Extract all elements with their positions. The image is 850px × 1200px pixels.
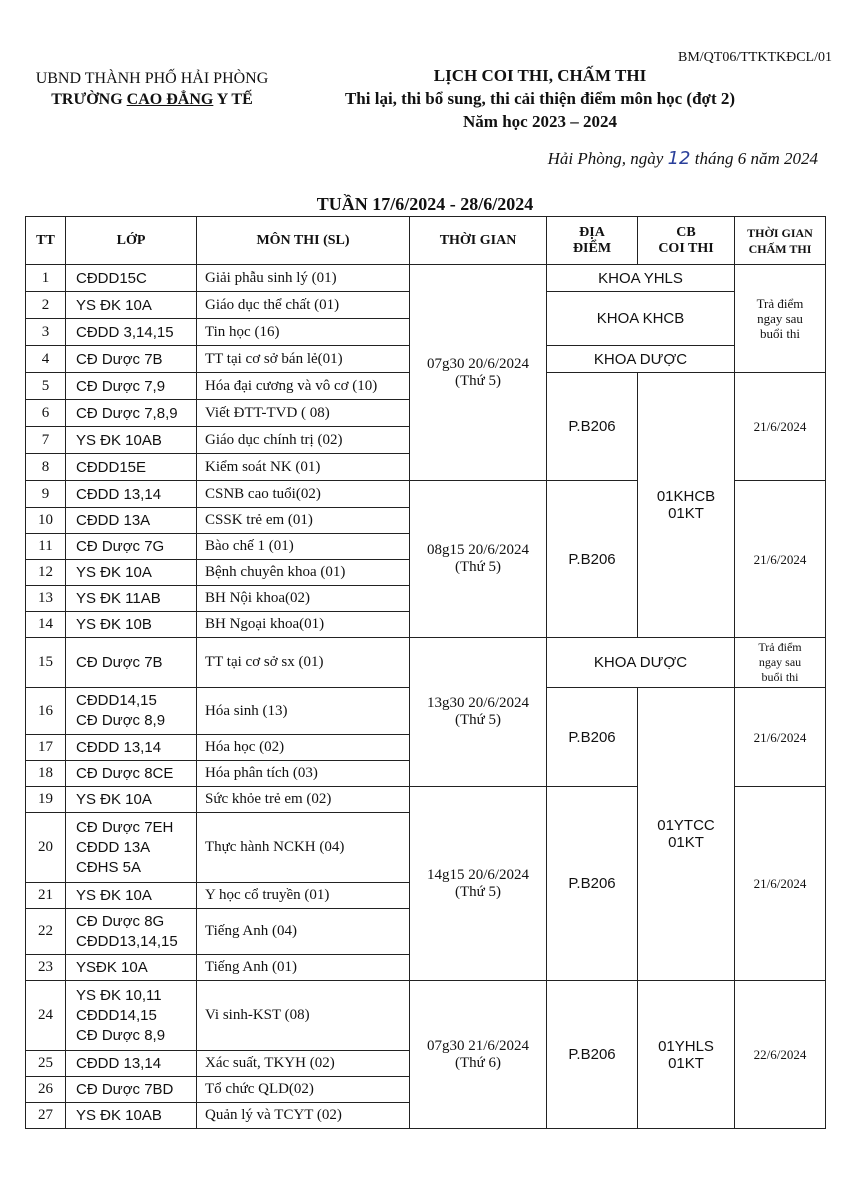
week-title: TUẦN 17/6/2024 - 28/6/2024 [316,194,534,214]
cell-tt: 26 [26,1077,66,1103]
class-name: CĐ Dược 8G [76,912,165,930]
class-name: CĐDD14,15 [76,1006,157,1024]
cell-grading-a [735,265,826,373]
cell-tt: 12 [26,560,66,586]
org-school-name [22,91,282,109]
cell-subject: Tiếng Anh (01) [197,955,410,981]
time-group-2-line1: 08g15 20/6/2024 [426,542,530,558]
cell-room: P.B206 [547,787,638,981]
cell-proctor-group-3 [638,981,735,1129]
school-year: Năm học 2023 – 2024 [463,112,617,131]
cell-proctor-group-2 [638,688,735,981]
cell-tt: 22 [26,909,66,955]
cell-tt: 14 [26,612,66,638]
cell-class [66,612,197,638]
cell-location-khoa-khcb: KHOA KHCB [547,292,735,346]
date-suffix: tháng 6 năm 2024 [690,149,818,168]
class-name: CĐ Dược 7B [76,654,163,671]
cell-tt: 5 [26,373,66,400]
cell-tt: 17 [26,735,66,761]
cell-grading-g: 22/6/2024 [735,981,826,1129]
class-name: CĐ Dược 7B [76,350,163,368]
schedule-table [25,216,826,1129]
cell-grading-e: 21/6/2024 [735,688,826,787]
cell-class [66,638,197,688]
class-name: YS ĐK 10AB [76,431,162,449]
proctor-group-1-line1: 01KHCB [656,488,716,505]
cell-subject: Hóa sinh (13) [197,688,410,735]
grading-d-line2: ngay sau [758,655,802,669]
cell-subject: BH Ngoại khoa(01) [197,612,410,638]
class-name: CĐDD 13A [76,838,151,856]
col-header-subject: MÔN THI (SL) [197,217,410,265]
cell-subject: TT tại cơ sở bán lẻ(01) [197,346,410,373]
class-name: YSĐK 10A [76,959,148,976]
class-name: YS ĐK 10A [76,564,152,581]
cell-class [66,373,197,400]
proctor-group-3-line1: 01YHLS [658,1037,714,1055]
cell-tt: 1 [26,265,66,292]
cell-tt: 13 [26,586,66,612]
cell-tt: 10 [26,508,66,534]
cell-location-khoa-yhls: KHOA YHLS [547,265,735,292]
col-header-grading [735,217,826,265]
cell-class [66,560,197,586]
cell-subject: Giáo dục chính trị (02) [197,427,410,454]
cell-subject: Xác suất, TKYH (02) [197,1051,410,1077]
cell-time-group-2 [410,481,547,638]
class-name: CĐ Dược 8,9 [76,712,166,729]
col-header-time: THỜI GIAN [410,217,547,265]
cell-class [66,909,197,955]
cell-subject: TT tại cơ sở sx (01) [197,638,410,688]
table-row [26,638,826,688]
class-name: CĐDD15C [76,269,147,287]
time-group-5-line2: (Thứ 6) [454,1054,502,1071]
cell-tt: 23 [26,955,66,981]
cell-tt: 20 [26,813,66,883]
cell-tt: 18 [26,761,66,787]
time-group-4-line1: 14g15 20/6/2024 [426,866,530,883]
cell-subject: Hóa phân tích (03) [197,761,410,787]
cell-class [66,427,197,454]
proctor-group-3-line2: 01KT [668,1054,704,1072]
cell-tt: 16 [26,688,66,735]
col-header-grading-line2: CHẤM THI [748,241,812,256]
cell-class [66,813,197,883]
class-name: CĐ Dược 8,9 [76,1026,166,1044]
cell-grading-d [735,638,826,688]
cell-subject: Vi sinh-KST (08) [197,981,410,1051]
cell-subject: Tổ chức QLD(02) [197,1077,410,1103]
class-name: CĐDD14,15 [76,692,157,709]
cell-tt: 6 [26,400,66,427]
cell-subject: Quản lý và TCYT (02) [197,1103,410,1129]
cell-grading-f: 21/6/2024 [735,787,826,981]
class-name: CĐ Dược 7,9 [76,377,166,395]
cell-tt: 19 [26,787,66,813]
cell-time-group-3 [410,638,547,787]
cell-tt: 15 [26,638,66,688]
col-header-tt: TT [26,217,66,265]
form-code: BM/QT06/TTKTKĐCL/01 [678,50,832,65]
cell-subject: CSSK trẻ em (01) [197,508,410,534]
cell-room: P.B206 [547,481,638,638]
class-name: CĐ Dược 8CE [76,765,174,782]
grading-a-line3: buổi thi [759,326,801,341]
cell-tt: 8 [26,454,66,481]
date-day-handwritten: 12 [667,148,691,169]
class-name: CĐ Dược 7BD [76,1081,174,1098]
cell-tt: 24 [26,981,66,1051]
cell-grading-b: 21/6/2024 [735,373,826,481]
cell-subject: Bào chế 1 (01) [197,534,410,560]
time-group-3-line2: (Thứ 5) [454,712,502,728]
cell-class [66,1103,197,1129]
cell-class [66,319,197,346]
cell-subject: Hóa học (02) [197,735,410,761]
cell-class [66,761,197,787]
cell-class [66,346,197,373]
grading-a-line2: ngay sau [757,311,803,326]
cell-tt: 2 [26,292,66,319]
cell-class [66,400,197,427]
cell-class [66,586,197,612]
class-name: YS ĐK 10A [76,887,152,904]
cell-class [66,1051,197,1077]
time-group-1-line1: 07g30 20/6/2024 [426,355,530,372]
cell-room: P.B206 [547,688,638,787]
col-header-proctor [638,217,735,265]
class-name: CĐ Dược 7,8,9 [76,404,178,422]
cell-tt: 3 [26,319,66,346]
document-title: LỊCH COI THI, CHẤM THI [433,66,647,85]
class-name: YS ĐK 11AB [76,590,161,607]
class-name: CĐDD 13,14 [76,485,162,503]
cell-subject: Giáo dục thể chất (01) [197,292,410,319]
table-header-row [26,217,826,265]
table-row [26,265,826,292]
cell-subject: BH Nội khoa(02) [197,586,410,612]
cell-class [66,883,197,909]
cell-subject: CSNB cao tuổi(02) [197,481,410,508]
proctor-group-2-line2: 01KT [668,834,704,851]
cell-class [66,735,197,761]
cell-location-khoa-duoc: KHOA DƯỢC [547,638,735,688]
class-name: YS ĐK 10A [76,791,152,808]
cell-proctor-group-1 [638,373,735,638]
cell-grading-c: 21/6/2024 [735,481,826,638]
class-name: YS ĐK 10B [76,616,152,633]
class-name: CĐ Dược 7G [76,538,165,555]
cell-class [66,787,197,813]
class-name: CĐDD 13,14 [76,739,162,756]
class-name: YS ĐK 10A [76,296,152,314]
time-group-3-line1: 13g30 20/6/2024 [426,695,530,711]
cell-class [66,981,197,1051]
col-header-proctor-line1: CB [676,224,696,240]
cell-class [66,1077,197,1103]
cell-tt: 9 [26,481,66,508]
cell-subject: Tiếng Anh (04) [197,909,410,955]
proctor-group-1-line2: 01KT [668,505,704,522]
cell-class [66,454,197,481]
class-name: CĐDD15E [76,458,147,476]
col-header-proctor-line2: COI THI [658,240,714,256]
cell-time-group-1 [410,265,547,481]
date-line [470,148,818,169]
cell-time-group-4 [410,787,547,981]
time-group-2-line2: (Thứ 5) [454,559,502,575]
document-subtitle: Thi lại, thi bổ sung, thi cải thiện điểm môn học (đợt 2) [344,89,736,108]
cell-class [66,534,197,560]
org-school-name-pre: TRƯỜNG [51,91,127,108]
org-school-name-underlined: CAO ĐẲNG [126,91,214,108]
time-group-1-line2: (Thứ 5) [454,372,502,389]
cell-class [66,508,197,534]
cell-tt: 27 [26,1103,66,1129]
cell-tt: 21 [26,883,66,909]
grading-a-line1: Trả điểm [756,296,804,311]
date-prefix: Hải Phòng, ngày [547,149,668,168]
cell-room: P.B206 [547,373,638,481]
cell-subject: Y học cổ truyền (01) [197,883,410,909]
cell-subject: Giải phẫu sinh lý (01) [197,265,410,292]
cell-tt: 7 [26,427,66,454]
class-name: CĐDD 13A [76,512,151,529]
cell-class [66,688,197,735]
cell-tt: 25 [26,1051,66,1077]
time-group-4-line2: (Thứ 5) [454,883,502,900]
cell-subject: Thực hành NCKH (04) [197,813,410,883]
class-name: CĐHS 5A [76,858,142,876]
col-header-class: LỚP [66,217,197,265]
cell-subject: Tin học (16) [197,319,410,346]
cell-tt: 4 [26,346,66,373]
cell-subject: Kiểm soát NK (01) [197,454,410,481]
cell-room: P.B206 [547,981,638,1129]
table-row [26,981,826,1051]
cell-class [66,265,197,292]
cell-subject: Bệnh chuyên khoa (01) [197,560,410,586]
class-name: YS ĐK 10,11 [76,986,162,1004]
col-header-location [547,217,638,265]
class-name: CĐDD 13,14 [76,1055,162,1072]
class-name: CĐ Dược 7EH [76,818,174,836]
col-header-grading-line1: THỜI GIAN [747,225,813,240]
time-group-5-line1: 07g30 21/6/2024 [426,1037,530,1054]
class-name: YS ĐK 10AB [76,1107,162,1124]
grading-d-line1: Trả điểm [758,640,802,654]
cell-class [66,481,197,508]
class-name: CĐDD 3,14,15 [76,323,174,341]
cell-subject: Sức khỏe trẻ em (02) [197,787,410,813]
cell-location-khoa-duoc: KHOA DƯỢC [547,346,735,373]
org-school-name-post: Y TẾ [213,91,253,108]
cell-time-group-5 [410,981,547,1129]
col-header-location-line1: ĐỊA [579,224,605,240]
col-header-location-line2: ĐIỂM [572,240,612,256]
cell-tt: 11 [26,534,66,560]
cell-class [66,955,197,981]
cell-subject: Viết ĐTT-TVD ( 08) [197,400,410,427]
class-name: CĐDD13,14,15 [76,932,178,950]
cell-class [66,292,197,319]
grading-d-line3: buổi thi [761,670,799,684]
proctor-group-2-line1: 01YTCC [657,817,715,834]
org-parent-name: UBND THÀNH PHỐ HẢI PHÒNG [35,70,269,87]
cell-subject: Hóa đại cương và vô cơ (10) [197,373,410,400]
